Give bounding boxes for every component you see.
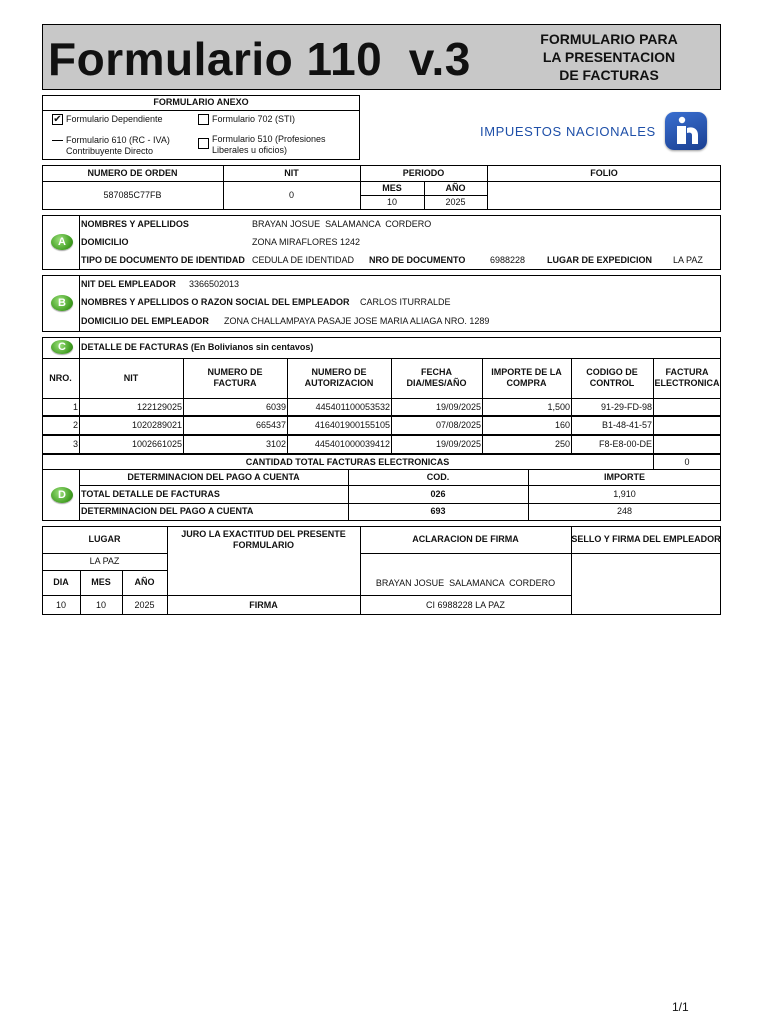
lugar-expedicion-label: LUGAR DE EXPEDICION — [547, 255, 653, 265]
table-row-cell: 91-29-FD-98 — [600, 402, 652, 412]
nro-doc-value: 6988228 — [490, 255, 526, 265]
table-row-cell: 1020289021 — [131, 420, 182, 430]
total-electronicas-label: CANTIDAD TOTAL FACTURAS ELECTRONICAS — [245, 457, 450, 467]
col-header-line: FECHA — [421, 367, 452, 377]
col-header-factura — [183, 367, 287, 389]
col-header-line: FACTURA — [213, 378, 257, 388]
pago-cuenta-cod: 693 — [430, 506, 446, 516]
table-row-cell: 250 — [554, 439, 570, 449]
nit-value: 0 — [288, 190, 294, 200]
pago-cuenta-heading: DETERMINACION DEL PAGO A CUENTA — [127, 472, 300, 482]
anexo-option-label: Formulario 510 (Profesiones — [212, 134, 326, 144]
col-header-line: AUTORIZACION — [304, 378, 374, 388]
sello-label: SELLO Y FIRMA DEL EMPLEADOR — [571, 534, 721, 544]
importe-label: IMPORTE — [603, 472, 645, 482]
nro-doc-label: NRO DE DOCUMENTO — [369, 255, 466, 265]
firma-mes-value: 10 — [95, 600, 106, 610]
table-row-cell: 1 — [72, 402, 78, 412]
anexo-option-label: Formulario Dependiente — [66, 114, 163, 124]
table-row-cell: 3102 — [265, 439, 286, 449]
anexo-checkbox-610[interactable] — [52, 140, 63, 141]
col-header-line: CONTROL — [589, 378, 635, 388]
col-header-line: DIA/MES/AÑO — [406, 378, 467, 388]
impuestos-logo — [480, 110, 710, 152]
domicilio-value: ZONA MIRAFLORES 1242 — [252, 237, 361, 247]
domicilio-empleador-label: DOMICILIO DEL EMPLEADOR — [81, 316, 209, 326]
table-row-cell: 1,500 — [547, 402, 570, 412]
col-header-line: FACTURA — [665, 367, 709, 377]
nit-empleador-label: NIT DEL EMPLEADOR — [81, 279, 176, 289]
dia-label: DIA — [53, 577, 69, 587]
numero-orden-label: NUMERO DE ORDEN — [87, 168, 178, 178]
anio-value: 2025 — [445, 197, 466, 207]
col-header-importe — [482, 367, 571, 389]
firma-label: FIRMA — [249, 600, 278, 610]
table-row-cell: F8-E8-00-DE — [598, 439, 652, 449]
lugar-expedicion-value: LA PAZ — [673, 255, 703, 265]
table-row-cell: 1002661025 — [131, 439, 182, 449]
col-header-nit: NIT — [123, 373, 139, 383]
section-a-badge: A — [51, 234, 73, 250]
logo-text: IMPUESTOS NACIONALES — [480, 124, 656, 139]
col-header-line: IMPORTE DE LA — [491, 367, 562, 377]
nombres-value: BRAYAN JOSUE SALAMANCA CORDERO — [252, 219, 432, 229]
form-subtitle — [527, 30, 691, 84]
pago-cuenta-importe: 248 — [616, 506, 633, 516]
col-header-fecha — [391, 367, 482, 389]
col-header-autorizacion — [287, 367, 391, 389]
table-row-cell: 416401900155105 — [314, 420, 390, 430]
col-header-electronica — [653, 367, 721, 389]
juro-line: FORMULARIO — [233, 540, 294, 550]
form-title: Formulario 110 v.3 — [48, 33, 471, 85]
lugar-label: LUGAR — [88, 534, 121, 544]
juro-label — [167, 529, 360, 551]
nit-empleador-value: 3366502013 — [189, 279, 240, 289]
ci-value: CI 6988228 LA PAZ — [426, 600, 505, 610]
anexo-option-label: Liberales u oficios) — [212, 145, 288, 155]
firma-mes-label: MES — [91, 577, 111, 587]
numero-orden-value: 587085C77FB — [103, 190, 162, 200]
table-row-cell: 19/09/2025 — [435, 402, 481, 412]
sello-area[interactable] — [572, 554, 720, 614]
anexo-option-label: Formulario 610 (RC - IVA) — [66, 135, 170, 145]
table-row-cell: 122129025 — [136, 402, 182, 412]
col-header-line: NUMERO DE — [207, 367, 263, 377]
section-b-badge: B — [51, 295, 73, 311]
cod-label: COD. — [426, 472, 450, 482]
domicilio-label: DOMICILIO — [81, 237, 129, 247]
periodo-label: PERIODO — [402, 168, 445, 178]
table-row-cell: B1-48-41-57 — [601, 420, 652, 430]
nombres-label: NOMBRES Y APELLIDOS — [81, 219, 189, 229]
section-c-badge: C — [51, 340, 73, 354]
anexo-option-label: Formulario 702 (STI) — [212, 114, 296, 124]
mes-label: MES — [382, 183, 402, 193]
col-header-line: CODIGO DE — [586, 367, 638, 377]
col-header-line: ELECTRONICA — [654, 378, 720, 388]
subtitle-line: DE FACTURAS — [559, 67, 659, 83]
razon-social-value: CARLOS ITURRALDE — [360, 297, 451, 307]
table-row-cell: 3 — [72, 439, 78, 449]
anio-label: AÑO — [445, 183, 466, 193]
dia-value: 10 — [55, 600, 66, 610]
nit-label: NIT — [284, 168, 299, 178]
table-row-cell: 665437 — [255, 420, 286, 430]
col-header-line: COMPRA — [506, 378, 547, 388]
aclaracion-label: ACLARACION DE FIRMA — [412, 534, 519, 544]
total-detalle-label: TOTAL DETALLE DE FACTURAS — [81, 489, 220, 499]
anexo-option-label: Contribuyente Directo — [66, 146, 154, 156]
table-row-cell: 07/08/2025 — [435, 420, 481, 430]
table-row-cell: 19/09/2025 — [435, 439, 481, 449]
tipo-doc-value: CEDULA DE IDENTIDAD — [252, 255, 355, 265]
table-row-cell: 445401100053532 — [315, 402, 390, 412]
impuestos-logo-icon — [665, 112, 707, 150]
total-detalle-cod: 026 — [430, 489, 446, 499]
mes-value: 10 — [386, 197, 397, 207]
domicilio-empleador-value: ZONA CHALLAMPAYA PASAJE JOSE MARIA ALIAGA NRO. 1289 — [224, 316, 490, 326]
anexo-checkbox-dependiente[interactable]: ✔ — [53, 114, 62, 125]
firma-anio-label: AÑO — [134, 577, 155, 587]
folio-label: FOLIO — [590, 168, 618, 178]
section-d-badge: D — [51, 487, 73, 503]
table-row-cell: 445401000039412 — [314, 439, 390, 449]
col-header-codigo — [571, 367, 653, 389]
firma-anio-value: 2025 — [134, 600, 155, 610]
aclaracion-value: BRAYAN JOSUE SALAMANCA CORDERO — [375, 578, 556, 588]
juro-line: JURO LA EXACTITUD DEL PRESENTE — [181, 529, 346, 539]
col-header-nro: NRO. — [49, 373, 72, 383]
anexo-checkbox-510[interactable] — [198, 138, 209, 149]
subtitle-line: LA PRESENTACION — [542, 49, 676, 65]
col-header-line: NUMERO DE — [311, 367, 367, 377]
total-electronicas-value: 0 — [684, 457, 690, 467]
page-number: 1/1 — [672, 1000, 689, 1014]
tipo-doc-label: TIPO DE DOCUMENTO DE IDENTIDAD — [81, 255, 245, 265]
signature-area[interactable] — [168, 553, 360, 595]
pago-cuenta-label: DETERMINACION DEL PAGO A CUENTA — [81, 506, 254, 516]
subtitle-line: FORMULARIO PARA — [540, 31, 678, 47]
razon-social-label: NOMBRES Y APELLIDOS O RAZON SOCIAL DEL EMPLEADOR — [81, 297, 350, 307]
anexo-heading: FORMULARIO ANEXO — [153, 97, 249, 107]
total-detalle-importe: 1,910 — [613, 489, 636, 499]
table-row-cell: 2 — [72, 420, 78, 430]
detalle-facturas-heading: DETALLE DE FACTURAS (En Bolivianos sin centavos) — [81, 342, 314, 352]
table-row-cell: 6039 — [265, 402, 286, 412]
table-row-cell: 160 — [554, 420, 570, 430]
lugar-value: LA PAZ — [89, 556, 120, 566]
anexo-checkbox-702[interactable] — [198, 114, 209, 125]
